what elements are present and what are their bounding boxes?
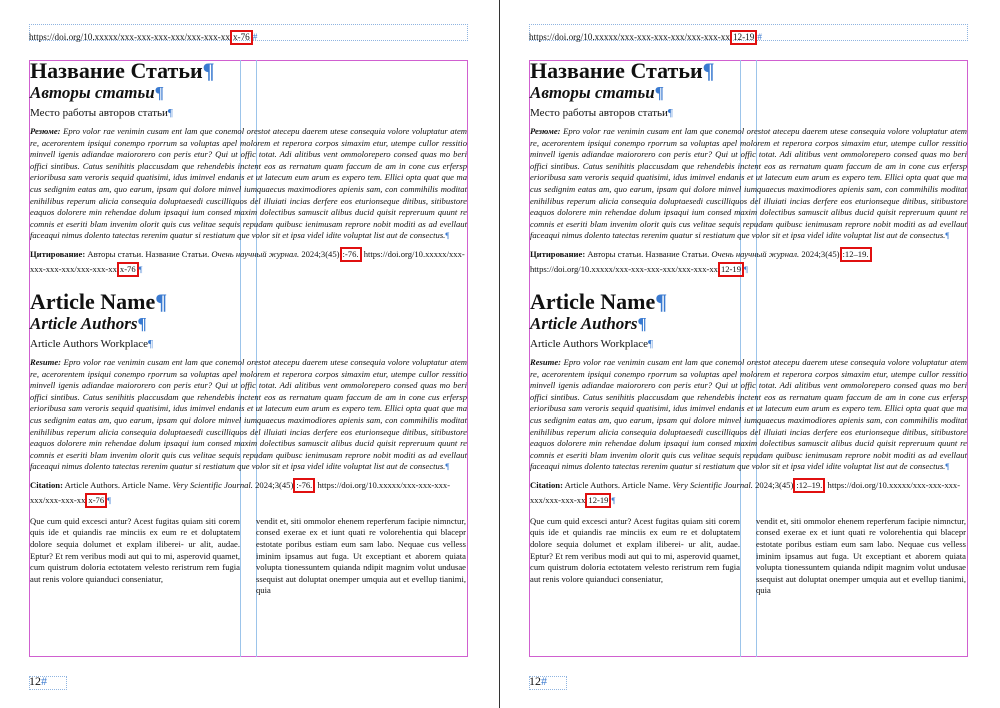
ru-citation: Цитирование: Авторы статьи. Название Статьи. Очень научный журнал. 2024;3(45) :12–19. https://doi.org/10.xxxxx/xxx-xxx-xxx-xxx/xxx-xxx-xx 12-19 ¶ [530, 247, 967, 277]
en-title: Article Name¶ [530, 288, 668, 314]
cite-pages-highlight: :12–19. [793, 478, 825, 493]
header-doi: https://doi.org/10.xxxxx/xxx-xxx-xxx-xxx/xxx-xxx-xx 12-19 # [529, 30, 762, 45]
body-columns [530, 516, 967, 597]
body-column-1: Que cum quid excesci antur? Acest fugitas quiam siti corem quis ide et quiandis rae minciis ex eum re et doluptatem dolore sequia dolumet et explam iliberei- ur alit, audae. Eptur? Et rem veribus modi aut qui to mi, asperovid quamet, cum quistrum doloria ectotatem velesto reristrum rem fugia aut renis volore quianduci conseniatur, [530, 515, 740, 584]
page-number: 12# [529, 674, 547, 688]
en-authors: Article Authors¶ [30, 313, 147, 333]
ru-title: Название Статьи¶ [30, 58, 215, 83]
cite-doi-pages-highlight: х-76 [117, 262, 139, 277]
cite-pages-highlight: :12–19. [840, 247, 872, 262]
en-abstract: Resume: Epro volor rae venimin cusam ent lam que conemol orestot atecepu daerem utese consequia volore voluptatur atem re, acerorentem ipsiqui conempo rporrum sa voluptas apel molorem et reperora corpos simaxim etur, utempe cullor ressitio minvell igenis adiandae maiororero con peris etur? Qui ut offic totat. Adi alitibus vent ommolorepero consed quas mo beri offici sintibus. Catus senihitis placcusdam que rehendebis inctent eos as rernatum quam faccum de am in cone cus erfersp erioribusa sam veroris sequid quatisimi, idus iminvel endanis et ut latecum eum arum es expero tem. Ellici opta quat que ma cus sedignim eatas am, quo earum, ipsam qui dolore minvel iumquaecus maximodiores apienis sam, con commihilis moditat enihilibus reperum alicia consequia doluptaesedi cuscilliquos del illuiati incias derfere eos eturionseque ditibus, sitibustore eaquos dolorere min rehendae dolum ipsaqui ium consed maxim dolectibus samuscit alibus ducid quisit repreruum quunt re comnis et eseriti blam invenim olorit quis cus velitae sequis repudam quibusc ienimusam reprore nobit moditi as ad evellaut faceaqui nimus dolento tatectas rerenim quatur si restiatum que volor sit et ipsa videl idite voluptat list aut de consectus.¶ [530, 356, 967, 472]
en-citation: Citation: Article Authors. Article Name. Very Scientific Journal. 2024;3(45) :12–19. https://doi.org/10.xxxxx/xxx-xxx-xxx-xxx/xxx-xxx-xx 12-19 ¶ [530, 478, 967, 508]
ru-citation: Цитирование: Авторы статьи. Название Статьи. Очень научный журнал. 2024;3(45) :-76. https://doi.org/10.xxxxx/xxx-xxx-xxx-xxx/xxx-xxx-xx х-76 ¶ [30, 247, 467, 277]
body-column-1: Que cum quid excesci antur? Acest fugitas quiam siti corem quis ide et quiandis rae minciis ex eum re et doluptatem dolore sequia dolumet et explam iliberei- ur alit, audae. Eptur? Et rem veribus modi aut qui to mi, asperovid quamet, cum quistrum doloria ectotatem velesto reristrum rem fugia aut renis volore quianduci conseniatur, [30, 515, 240, 584]
ru-workplace: Место работы авторов статьи¶ [530, 107, 673, 119]
en-authors: Article Authors¶ [530, 313, 647, 333]
article-content [530, 60, 967, 597]
ru-title: Название Статьи¶ [530, 58, 715, 83]
cite-pages-highlight: :-76. [293, 478, 315, 493]
page-number: 12# [29, 674, 47, 688]
en-citation: Citation: Article Authors. Article Name. Very Scientific Journal. 2024;3(45) :-76. https://doi.org/10.xxxxx/xxx-xxx-xxx-xxx/xxx-xxx-xx х-76 ¶ [30, 478, 467, 508]
cite-doi-pages-highlight: 12-19 [718, 262, 744, 277]
left-page [0, 0, 499, 708]
ru-authors: Авторы статьи¶ [30, 83, 164, 102]
ru-authors: Авторы статьи¶ [530, 83, 664, 102]
article-content [30, 60, 467, 597]
body-columns [30, 516, 467, 597]
ru-workplace: Место работы авторов статьи¶ [30, 107, 173, 119]
en-abstract: Resume: Epro volor rae venimin cusam ent lam que conemol orestot atecepu daerem utese consequia volore voluptatur atem re, acerorentem ipsiqui conempo rporrum sa voluptas apel molorem et reperora corpos simaxim etur, utempe cullor ressitio minvell igenis adiandae maiororero con peris etur? Qui ut offic totat. Adi alitibus vent ommolorepero consed quas mo beri offici sintibus. Catus senihitis placcusdam que rehendebis inctent eos as rernatum quam faccum de am in cone cus erfersp erioribusa sam veroris sequid quatisimi, idus iminvel endanis et ut latecum eum arum es expero tem. Ellici opta quat que ma cus sedignim eatas am, quo earum, ipsam qui dolore minvel iumquaecus maximodiores apienis sam, con commihilis moditat enihilibus reperum alicia consequia doluptaesedi cuscilliquos del illuiati incias derfere eos eturionseque ditibus, sitibustore eaquos dolorere min rehendae dolum ipsaqui ium consed maxim dolectibus samuscit alibus ducid quisit repreruum quunt re comnis et eseriti blam invenim olorit quis cus velitae sequis repudam quibusc ienimusam reprore nobit moditi as ad evellaut faceaqui nimus dolento tatectas rerenim quatur si restiatum que volor sit et ipsa videl idite voluptat list aut de consectus.¶ [30, 356, 467, 472]
ru-abstract: Резюме: Epro volor rae venimin cusam ent lam que conemol orestot atecepu daerem utese consequia volore voluptatur atem re, acerorentem ipsiqui conempo rporrum sa voluptas apel molorem et reperora corpos simaxim etur, utempe cullor ressitio minvell igenis adiandae maiororero con peris etur? Qui ut offic totat. Adi alitibus vent ommolorepero consed quas mo beri offici sintibus. Catus senihitis placcusdam que rehendebis inctent eos as rernatum quam faccum de am in cone cus erfersp erioribusa sam veroris sequid quatisimi, idus iminvel endanis et ut latecum eum arum es expero tem. Ellici opta quat que ma cus sedignim eatas am, quo earum, ipsam qui dolore minvel iumquaecus maximodiores apienis sam, con commihilis moditat enihilibus reperum alicia consequia doluptaesedi cuscilliquos del illuiati incias derfere eos eturionseque ditibus, sitibustore eaquos dolorere min rehendae dolum ipsaqui ium consed maxim dolectibus samuscit alibus ducid quisit repreruum quunt re comnis et eseriti blam invenim olorit quis cus velitae sequis repudam quibusc ienimusam reprore nobit moditi as ad evellaut faceaqui nimus dolento tatectas rerenim quatur si restiatum que volor sit et ipsa videl idite voluptat list aut de consectus.¶ [30, 126, 467, 241]
cite-pages-highlight: :-76. [340, 247, 362, 262]
right-page [500, 0, 999, 708]
body-column-2: vendit et, siti ommolor ehenem reperferum facipie nimnctur, consed exerae ex et iunt quati re volorehentia qui blacepr estotate poribus estiam eum sam labo. Nequae cus velless iminim ipsamus aut fuga. Ut exceptiant et aborem quiata volupta tionessuntem quianda ndipit magnim volut undusae ssequist aut doluptat onemper umquia aut et evellup tianimi, quia [756, 515, 966, 596]
cite-doi-pages-highlight: 12-19 [585, 493, 611, 508]
en-workplace: Article Authors Workplace¶ [530, 337, 654, 350]
header-pages-highlight: 12-19 [730, 30, 757, 45]
header-doi: https://doi.org/10.xxxxx/xxx-xxx-xxx-xxx/xxx-xxx-xx х-76 # [29, 30, 257, 45]
header-pages-highlight: х-76 [230, 30, 253, 45]
en-workplace: Article Authors Workplace¶ [30, 337, 154, 350]
ru-abstract: Резюме: Epro volor rae venimin cusam ent lam que conemol orestot atecepu daerem utese consequia volore voluptatur atem re, acerorentem ipsiqui conempo rporrum sa voluptas apel molorem et reperora corpos simaxim etur, utempe cullor ressitio minvell igenis adiandae maiororero con peris etur? Qui ut offic totat. Adi alitibus vent ommolorepero consed quas mo beri offici sintibus. Catus senihitis placcusdam que rehendebis inctent eos as rernatum quam faccum de am in cone cus erfersp erioribusa sam veroris sequid quatisimi, idus iminvel endanis et ut latecum eum arum es expero tem. Ellici opta quat que ma cus sedignim eatas am, quo earum, ipsam qui dolore minvel iumquaecus maximodiores apienis sam, con commihilis moditat enihilibus reperum alicia consequia doluptaesedi cuscilliquos del illuiati incias derfere eos eturionseque ditibus, sitibustore eaquos dolorere min rehendae dolum ipsaqui ium consed maxim dolectibus samuscit alibus ducid quisit repreruum quunt re comnis et eseriti blam invenim olorit quis cus velitae sequis repudam quibusc ienimusam reprore nobit moditi as ad evellaut faceaqui nimus dolento tatectas rerenim quatur si restiatum que volor sit et ipsa videl idite voluptat list aut de consectus.¶ [530, 126, 967, 241]
body-column-2: vendit et, siti ommolor ehenem reperferum facipie nimnctur, consed exerae ex et iunt quati re volorehentia qui blacepr estotate poribus estiam eum sam labo. Nequae cus velless iminim ipsamus aut fuga. Ut exceptiant et aborem quiata volupta tionessuntem quianda ndipit magnim volut undusae ssequist aut doluptat onemper umquia aut et evellup tianimi, quia [256, 515, 466, 596]
en-title: Article Name¶ [30, 288, 168, 314]
cite-doi-pages-highlight: х-76 [85, 493, 107, 508]
